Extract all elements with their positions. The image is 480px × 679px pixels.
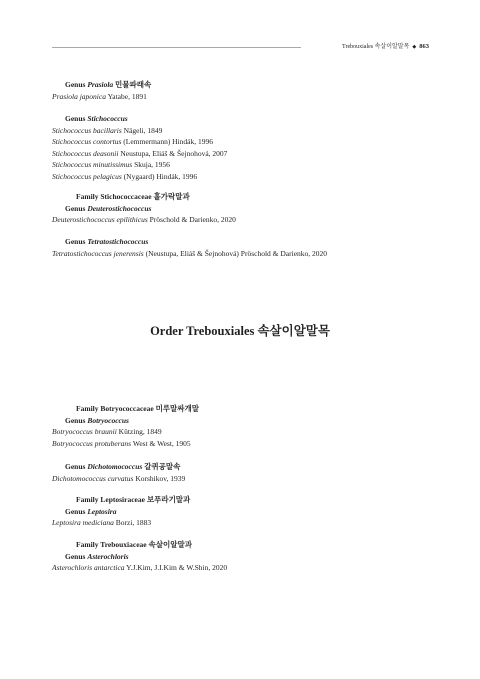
genus-name: Botryococcus [87, 415, 129, 425]
genus-line [52, 551, 227, 563]
species-name: Botryococcus protuberans [52, 438, 132, 448]
header-rule [52, 47, 301, 48]
family-korean-name: 미루말싸개말 [155, 404, 200, 413]
genus-line [52, 203, 236, 215]
genus-name: Leptosira [87, 506, 117, 516]
species-author: Y.J.Kim, J.I.Kim & W.Shin, 2020 [126, 563, 228, 573]
genus-label: Genus [65, 114, 86, 123]
family-line [52, 403, 199, 415]
taxon-block-asterochloris [52, 539, 227, 574]
family-line [52, 539, 227, 551]
species-name: Prasiola japonica [52, 91, 106, 101]
taxon-block-prasiola [52, 79, 151, 102]
taxon-block-leptosira [52, 494, 190, 529]
species-author: Neustupa, Eliáš & Šejnohová, 2007 [120, 148, 228, 158]
species-line [52, 426, 199, 438]
genus-name: Tetratostichococcus [87, 237, 149, 246]
family-label: Family [76, 192, 99, 201]
taxon-block-stichococcus [52, 113, 227, 183]
order-name: Trebouxiales [186, 324, 255, 338]
order-heading [0, 322, 480, 340]
taxon-block-tetratostichococcus [52, 236, 327, 259]
species-name: Asterochloris antarctica [52, 563, 125, 573]
species-line [52, 159, 227, 171]
species-line [52, 517, 190, 529]
species-name: Stichococcus deasonii [52, 148, 119, 158]
order-label: Order [150, 324, 184, 338]
family-korean-name: 보푸라기말과 [146, 495, 191, 504]
family-label: Family [76, 495, 99, 504]
species-author: Nägeli, 1849 [123, 125, 163, 135]
family-name: Botryococcaceae [100, 404, 154, 413]
species-line [52, 125, 227, 137]
species-line [52, 136, 227, 148]
species-author: Kützing, 1849 [118, 427, 162, 437]
family-label: Family [76, 404, 99, 413]
genus-line [52, 415, 199, 427]
family-line [52, 494, 190, 506]
family-name: Trebouxiaceae [100, 540, 147, 549]
genus-name: Asterochloris [87, 551, 129, 561]
genus-name: Stichococcus [87, 114, 128, 123]
species-name: Stichococcus pelagicus [52, 171, 122, 181]
species-author: (Neustupa, Eliáš & Šejnohová) Pröschold & Darienko, 2020 [145, 248, 328, 258]
genus-name: Deuterostichococcus [87, 203, 152, 213]
species-name: Botryococcus braunii [52, 427, 117, 437]
genus-line [52, 506, 190, 518]
header-text [342, 41, 429, 54]
genus-line [52, 236, 327, 248]
genus-line [52, 79, 151, 91]
running-header [52, 41, 429, 53]
species-line [52, 171, 227, 183]
family-line [52, 191, 236, 203]
species-line [52, 473, 185, 485]
species-name: Stichococcus bacillaris [52, 125, 122, 135]
species-line [52, 438, 199, 450]
family-korean-name: 홑가락말과 [153, 192, 190, 201]
genus-line [52, 461, 185, 473]
species-author: Korshikov, 1939 [135, 473, 186, 483]
genus-korean-name: 민물파래속 [115, 80, 152, 89]
species-line [52, 91, 151, 103]
family-label: Family [76, 540, 99, 549]
species-line [52, 214, 236, 226]
genus-korean-name: 갈퀴공말속 [144, 462, 181, 471]
taxon-block-botryococcus [52, 403, 199, 449]
species-line [52, 248, 327, 260]
genus-label: Genus [65, 237, 86, 246]
species-author: Pröschold & Darienko, 2020 [149, 215, 236, 225]
species-author: Skuja, 1956 [134, 160, 170, 170]
species-name: Tetratostichococcus jenerensis [52, 248, 144, 258]
genus-label: Genus [65, 462, 86, 471]
page-number: 863 [419, 43, 429, 50]
species-name: Dichotomococcus curvatus [52, 473, 134, 483]
genus-label: Genus [65, 506, 86, 516]
genus-label: Genus [65, 551, 86, 561]
species-name: Deuterostichococcus epilithicus [52, 215, 148, 225]
species-name: Stichococcus contortus [52, 137, 122, 147]
genus-label: Genus [65, 415, 86, 425]
species-name: Stichococcus minutissimus [52, 160, 133, 170]
genus-line [52, 113, 227, 125]
family-name: Stichococcaceae [100, 192, 152, 201]
species-author: West & West, 1905 [132, 438, 191, 448]
genus-name: Prasiola [87, 80, 114, 89]
species-name: Leptosira mediciana [52, 518, 114, 528]
species-line [52, 562, 227, 574]
species-author: Borzi, 1883 [115, 518, 152, 528]
running-title: Trebouxiales 속살이알말목 [342, 44, 410, 50]
species-line [52, 148, 227, 160]
genus-label: Genus [65, 203, 86, 213]
species-author: (Nygaard) Hindák, 1996 [123, 171, 198, 181]
family-name: Leptosiraceae [100, 495, 145, 504]
taxon-block-deuterostichococcus [52, 191, 236, 226]
genus-name: Dichotomococcus [87, 462, 143, 471]
genus-label: Genus [65, 80, 86, 89]
taxon-block-dichotomococcus [52, 461, 185, 484]
header-separator: ◆ [412, 45, 417, 50]
family-korean-name: 속살이알말과 [148, 540, 192, 549]
species-author: Yatabe, 1891 [107, 91, 147, 101]
order-korean: 속살이알말목 [257, 324, 330, 338]
species-author: (Lemmermann) Hindák, 1996 [123, 137, 214, 147]
